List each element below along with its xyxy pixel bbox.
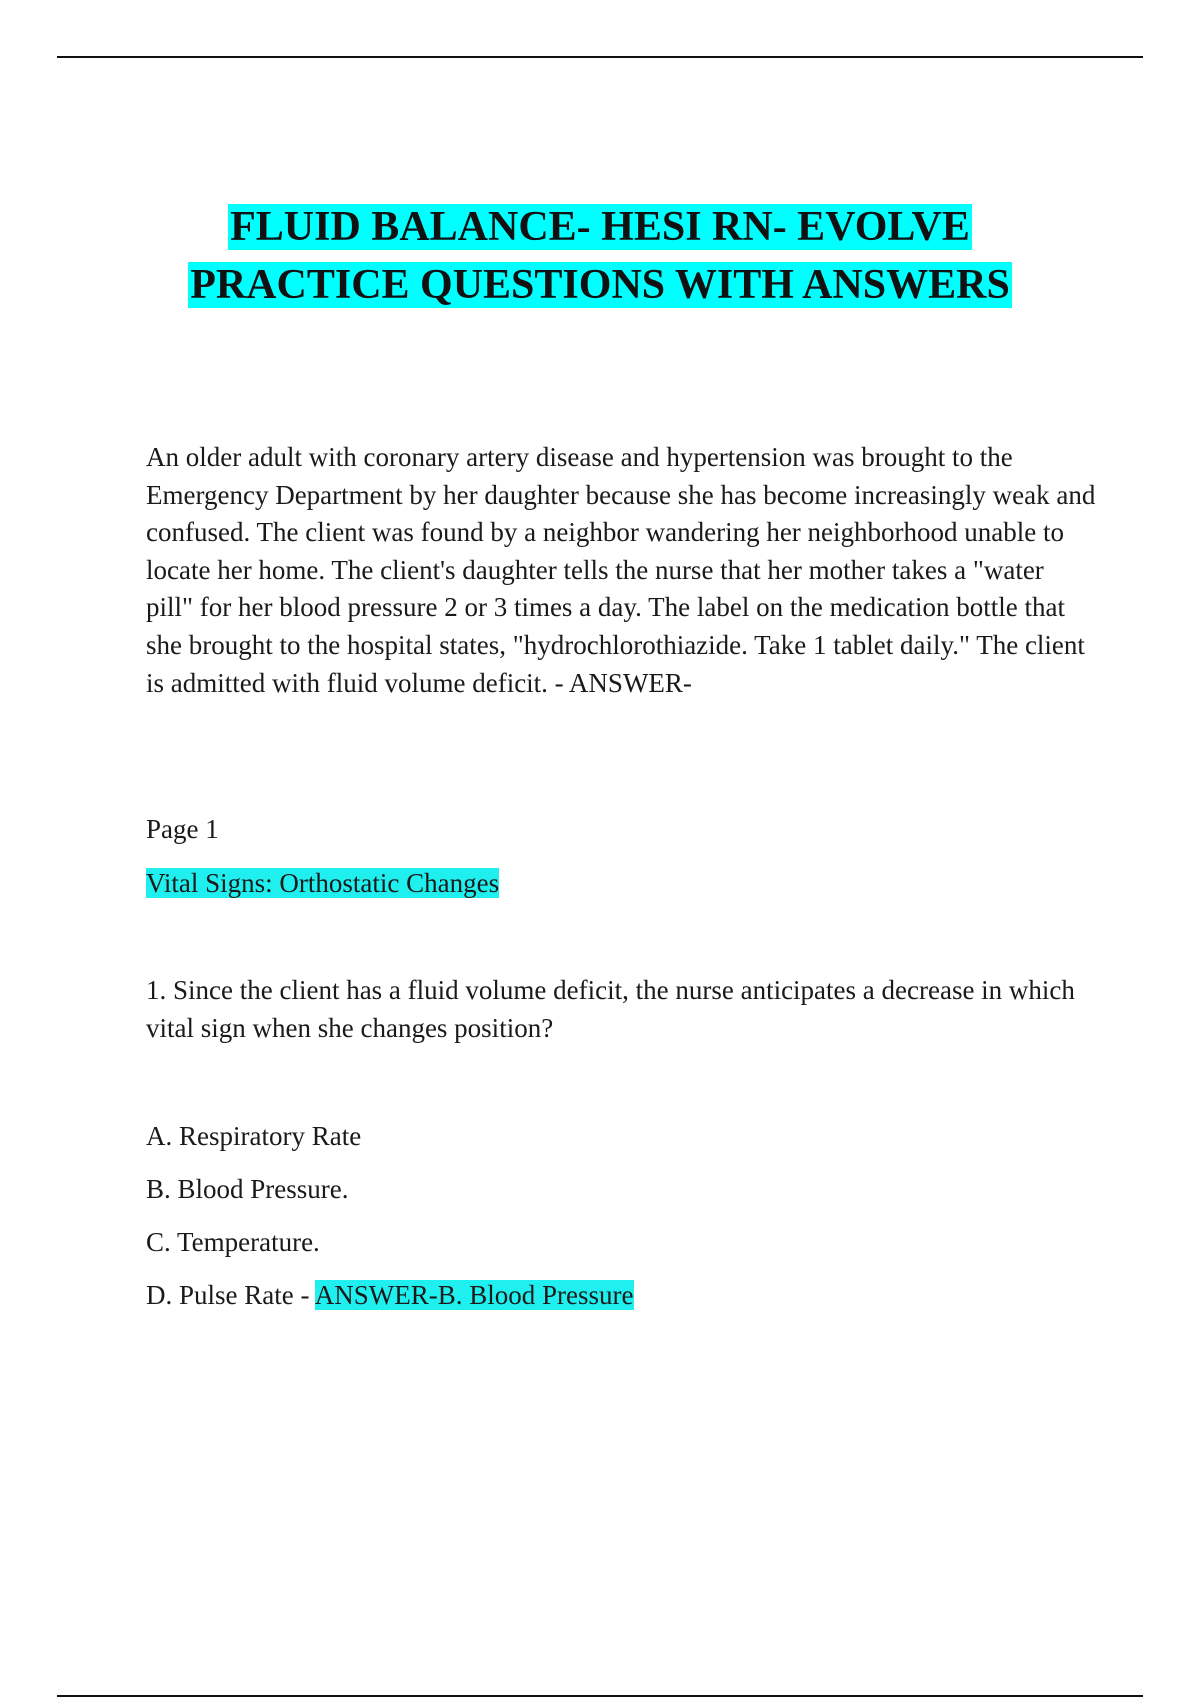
answer-highlight: ANSWER-B. Blood Pressure — [314, 1280, 634, 1310]
section-heading — [146, 865, 1096, 903]
document-title — [0, 198, 1200, 314]
option-b: B. Blood Pressure. — [146, 1174, 349, 1204]
page-label: Page 1 — [146, 814, 219, 844]
intro-paragraph: An older adult with coronary artery disease and hypertension was brought to the Emergency Department by her daughter because she has become increasingly weak and confused. The client was found by a neighbor wandering her neighborhood unable to locate her home. The client's daughter tells the nurse that her mother takes a "water pill" for her blood pressure 2 or 3 times a day. The label on the medication bottle that she brought to the hospital states, "hydrochlorothiazide. Take 1 tablet daily." The client is admitted with fluid volume deficit. - ANSWER- — [146, 442, 1096, 698]
option-c: C. Temperature. — [146, 1227, 320, 1257]
question-text: 1. Since the client has a fluid volume deficit, the nurse anticipates a decrease in which vital sign when she changes position? — [146, 975, 1075, 1043]
title-line-2: PRACTICE QUESTIONS WITH ANSWERS — [190, 262, 1010, 308]
option-d — [146, 1277, 1096, 1315]
option-a: A. Respiratory Rate — [146, 1121, 362, 1151]
bottom-divider — [57, 1695, 1143, 1697]
section-title: Vital Signs: Orthostatic Changes — [146, 868, 500, 898]
title-line-1: FLUID BALANCE- HESI RN- EVOLVE — [230, 204, 970, 250]
top-divider — [57, 56, 1143, 58]
option-d-label: D. Pulse Rate - — [146, 1280, 315, 1310]
